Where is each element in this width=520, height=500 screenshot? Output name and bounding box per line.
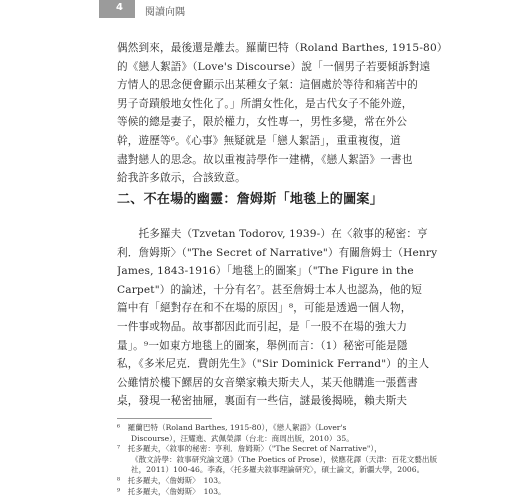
footnote-7-continued: 《散文詩學：敘事研究論文選》（The Poetics of Prose），侯應花譯（天津：百花文藝出版社，2011）100-46。李森，〈托多羅夫敘事理論研究〉，碩士論文，新疆大學，2006。 — [131, 454, 438, 475]
text-line: 利．詹姆斯〉（"The Secret of Narrative"）有關詹姆士（Henry — [117, 246, 438, 259]
paragraph-1 — [117, 39, 450, 188]
text-line: 私，《多米尼克．費朗先生》（"Sir Dominick Ferrand"）的主人 — [117, 358, 430, 371]
footnote-6-continued: Discourse），汪耀進、武佩榮譯（台北：商周出版，2010）35。 — [131, 433, 354, 443]
footnote-7: ⁷ 托多羅夫，〈敘事的秘密：亨利．詹姆斯〉（"The Secret of Narrative"）， — [117, 444, 382, 454]
text-line: 量」。⁹一如東方地毯上的圖案，舉例而言：（1）秘密可能是隱 — [117, 339, 408, 352]
page-number: 4 — [116, 2, 123, 13]
text-line: 托多羅夫（Tzvetan Todorov, 1939-）在〈敘事的秘密：亨 — [117, 228, 428, 240]
text-line: 公雖情於樓下鰥居的女音樂家賴夫斯夫人，某天他購進一張舊書 — [117, 376, 418, 389]
text-line: 給我許多啟示，合該致意。 — [117, 172, 246, 185]
text-line: 盡對戀人的思念。故以重複詩學作一建構，《戀人絮語》一書也 — [117, 153, 413, 166]
text-line: 方情人的思念便會顯示出某種女子氣：這個處於等待和痛苦中的 — [117, 79, 418, 92]
footnote-8: ⁸ 托多羅夫，〈詹姆斯〉 103。 — [117, 475, 226, 485]
header-blank — [0, 0, 99, 18]
text-line: 的《戀人絮語》（Love's Discourse）說「一個男子若要傾訴對遠 — [117, 60, 431, 73]
text-line: 篇中有「絕對存在和不在場的原因」⁸，可能是透過一個人物， — [117, 302, 412, 315]
text-line: 男子奇蹟般地女性化了。」所謂女性化，是古代女子不能外遊， — [117, 97, 413, 110]
footnote-6: ⁶ 羅蘭巴特（Roland Barthes, 1915-80），《戀人絮語》（Lover's — [117, 423, 347, 432]
text-line: 偶然到來，最後還是離去。羅蘭巴特（Roland Barthes, 1915-80） — [117, 42, 448, 54]
section-heading: 二、不在場的幽靈：詹姆斯「地毯上的圖案」 — [117, 192, 384, 207]
text-line: James, 1843-1916）「地毯上的圖案」（"The Figure in the — [117, 265, 414, 278]
text-line: 幹，遊歷等⁶。《心事》無疑就是「戀人絮語」，重重複復，道 — [117, 134, 401, 147]
text-line: 一件事或物品。故事都因此而引起，是「一股不在場的強大力 — [117, 320, 408, 333]
paragraph-2 — [117, 225, 450, 411]
footnote-divider — [117, 418, 212, 419]
running-header — [0, 0, 520, 18]
text-line: 等候的總是妻子，限於權力，女性專一，男性多變，常在外公 — [117, 116, 408, 129]
running-title: 閱讀向隅 — [145, 7, 185, 18]
text-line: Carpet"）的論述，十分有名⁷。甚至詹姆士本人也認為，他的短 — [117, 283, 422, 296]
footnotes — [117, 423, 452, 497]
text-line: 桌，發現一秘密抽屜，裏面有一些信，謎最後揭曉，賴夫斯夫 — [117, 395, 408, 408]
footnote-9: ⁹ 托多羅夫，〈詹姆斯〉 103。 — [117, 486, 226, 496]
